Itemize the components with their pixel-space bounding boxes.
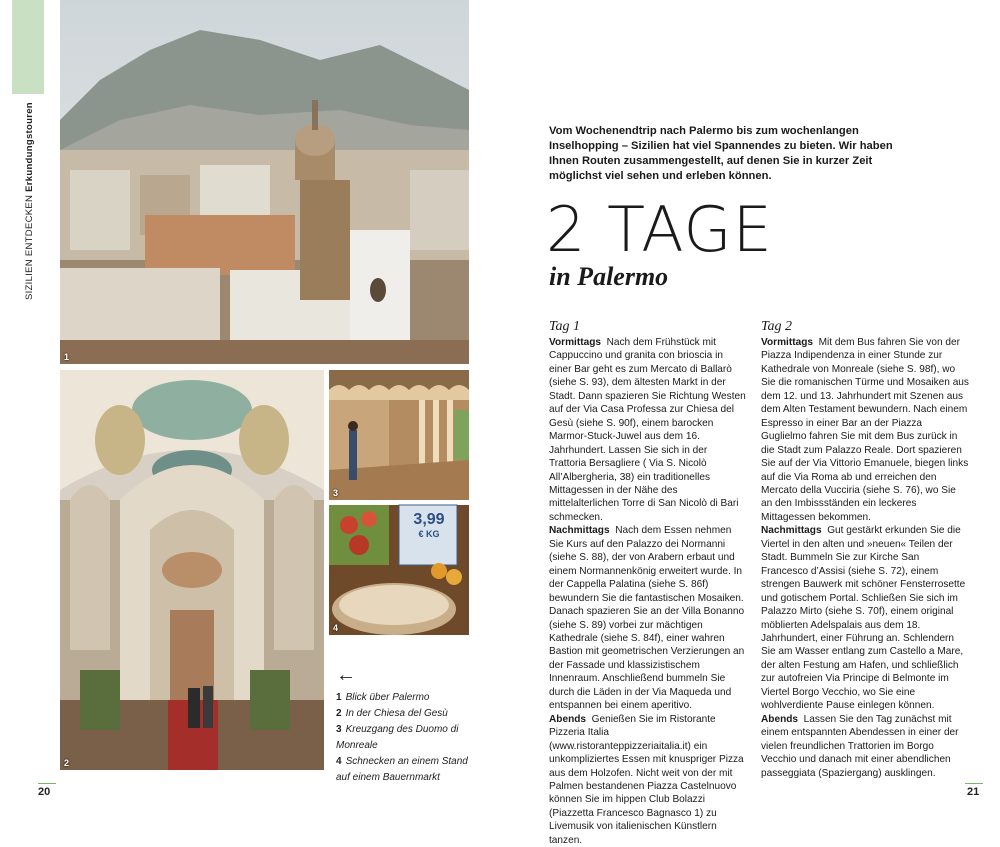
section-color-tab bbox=[12, 0, 44, 94]
day-1-afternoon: Nachmittags Nach dem Essen nehmen Sie Kurs auf den Palazzo dei Normanni (siehe S. 88), der von Arabern erbaut und einem Normannenkönig erweitert wurde. In der Cappella Palatina (siehe S. 86f) bewundern Sie die fantastischen Mosaiken. Danach spazieren Sie an der Villa Bonanno (siehe S. 89) vorbei zur mächtigen Kathedrale (siehe S. 84f), einer wahren Bastion mit geometrischen Verzierungen an der Fassade und klassizistischem Innenraum. Anschließend bummeln Sie durch die Läden in der Via Maqueda und entspannen bei einem aperitivo. bbox=[549, 525, 745, 712]
page-title: 2 TAGE bbox=[546, 193, 773, 266]
photo-captions bbox=[336, 664, 476, 786]
day-1-column bbox=[549, 318, 747, 847]
running-head bbox=[24, 100, 35, 300]
photo-number: 4 bbox=[333, 623, 339, 633]
day-2-afternoon: Nachmittags Gut gestärkt erkunden Sie die Viertel in den alten und »neuen« Teilen der Stadt. Bummeln Sie zur Kirche San Francesco d’Assisi (siehe S. 72), einem strengen Bauwerk mit schöner Fensterrosette und gotischem Portal. Schließen Sie sich im Palazzo Mirto (siehe S. 70f), einem original möblierten Adelspalais aus dem 18. Jahrhundert, einer Führung an. Schlendern Sie am Wasser entlang zum Castello a Mare, der alten Festung am Hafen, und schließlich zur autofreien Via Principe di Belmonte im Viertel Borgo Vecchio, wo Sie eine wohlverdiente Pause einlegen können. bbox=[761, 525, 966, 712]
day-2-column bbox=[761, 318, 969, 780]
photo-market-snails bbox=[329, 505, 469, 635]
page-subtitle: in Palermo bbox=[549, 262, 669, 291]
caption-item: 4 Schnecken an einem Stand auf einem Bauernmarkt bbox=[336, 756, 468, 783]
arrow-left-icon: ← bbox=[336, 664, 356, 686]
folio-rule bbox=[965, 783, 983, 784]
running-head-prefix: SIZILIEN ENTDECKEN bbox=[24, 194, 35, 300]
day-1-evening: Abends Genießen Sie im Ristorante Pizzeria Italia (www.ristoranteppizzeriaitalia.it) ein unkompliziertes Essen mit knuspriger Pizza aus dem Holzofen. Nicht weit von der mit Palmen bestandenen Piazza Castelnuovo können Sie im hippen Club Bolazzi (Piazzetta Francesco Bagnasco 1) zu Livemusik von italienischen Künstlern tanzen. bbox=[549, 713, 744, 846]
caption-item: 3 Kreuzgang des Duomo di Monreale bbox=[336, 724, 459, 751]
photo-chiesa-del-gesu bbox=[60, 370, 324, 770]
caption-item: 1 Blick über Palermo bbox=[336, 692, 430, 703]
page-number-right: 21 bbox=[967, 786, 980, 798]
day-2-evening: Abends Lassen Sie den Tag zunächst mit einem entspannten Abendessen in einer der vielen freundlichen Trattorien im Borgo Vecchio und danach mit einer abendlichen passeggiata (Spaziergang) ausklingen. bbox=[761, 713, 959, 779]
caption-item: 2 In der Chiesa del Gesù bbox=[336, 708, 448, 719]
price-sign-unit: € KG bbox=[418, 529, 440, 539]
photo-number: 1 bbox=[64, 352, 70, 362]
photo-number: 2 bbox=[64, 758, 70, 768]
running-head-section: Erkundungstouren bbox=[24, 102, 35, 192]
folio-rule bbox=[38, 783, 56, 784]
photo-number: 3 bbox=[333, 488, 339, 498]
day-1-heading: Tag 1 bbox=[549, 319, 581, 334]
intro-text: Vom Wochenendtrip nach Palermo bis zum wochenlangen Inselhopping – Sizilien hat viel Spannendes zu bieten. Wir haben Ihnen Routen zusammengestellt, auf denen Sie in kurzer Zeit möglichst viel sehen und erleben können. bbox=[549, 125, 893, 182]
day-1-morning: Vormittags Nach dem Frühstück mit Cappuccino und granita con brioscia in einer Bar geht es zum Mercato di Ballarò (siehe S. 93), dem ältesten Markt in der Stadt. Dann spazieren Sie Richtung Westen auf der Via Casa Professa zur Chiesa del Gesù (siehe S. 90f), einem barocken Marmor-Stuck-Juwel aus dem 16. Jahrhundert. Lassen Sie sich in der Trattoria Bersagliere ( Via S. Nicolò All’Albergheria, 38) ein traditionelles Mittagessen in der Nähe des mittelalterlichen Torre di San Nicolò di Bari schmecken. bbox=[549, 337, 746, 523]
photo-cloister-monreale bbox=[329, 370, 469, 500]
price-sign-amount: 3,99 bbox=[413, 511, 445, 528]
price-sign bbox=[403, 511, 455, 539]
page-number-left: 20 bbox=[38, 786, 51, 798]
photo-palermo-view bbox=[60, 0, 469, 364]
day-2-heading: Tag 2 bbox=[761, 319, 793, 334]
day-2-morning: Vormittags Mit dem Bus fahren Sie von der Piazza Indipendenza in einer Stunde zur Kathedrale von Monreale (siehe S. 98f), wo Sie die romanischen Türme und Mosaiken aus dem 12. und 13. Jahrhundert mit Szenen aus dem Alten Testament bewundern. Nach einem Espresso in einer Bar an der Piazza Guglielmo fahren Sie mit dem Bus zurück in die Stadt zum Palazzo Reale. Dort spazieren Sie auf der Via Vittorio Emanuele, biegen links auf die Via Roma ab und erreichen den Mercato della Vucciria (siehe S. 76), wo Sie an den Imbissständen ein leckeres Mittagessen bekommen. bbox=[761, 337, 969, 523]
